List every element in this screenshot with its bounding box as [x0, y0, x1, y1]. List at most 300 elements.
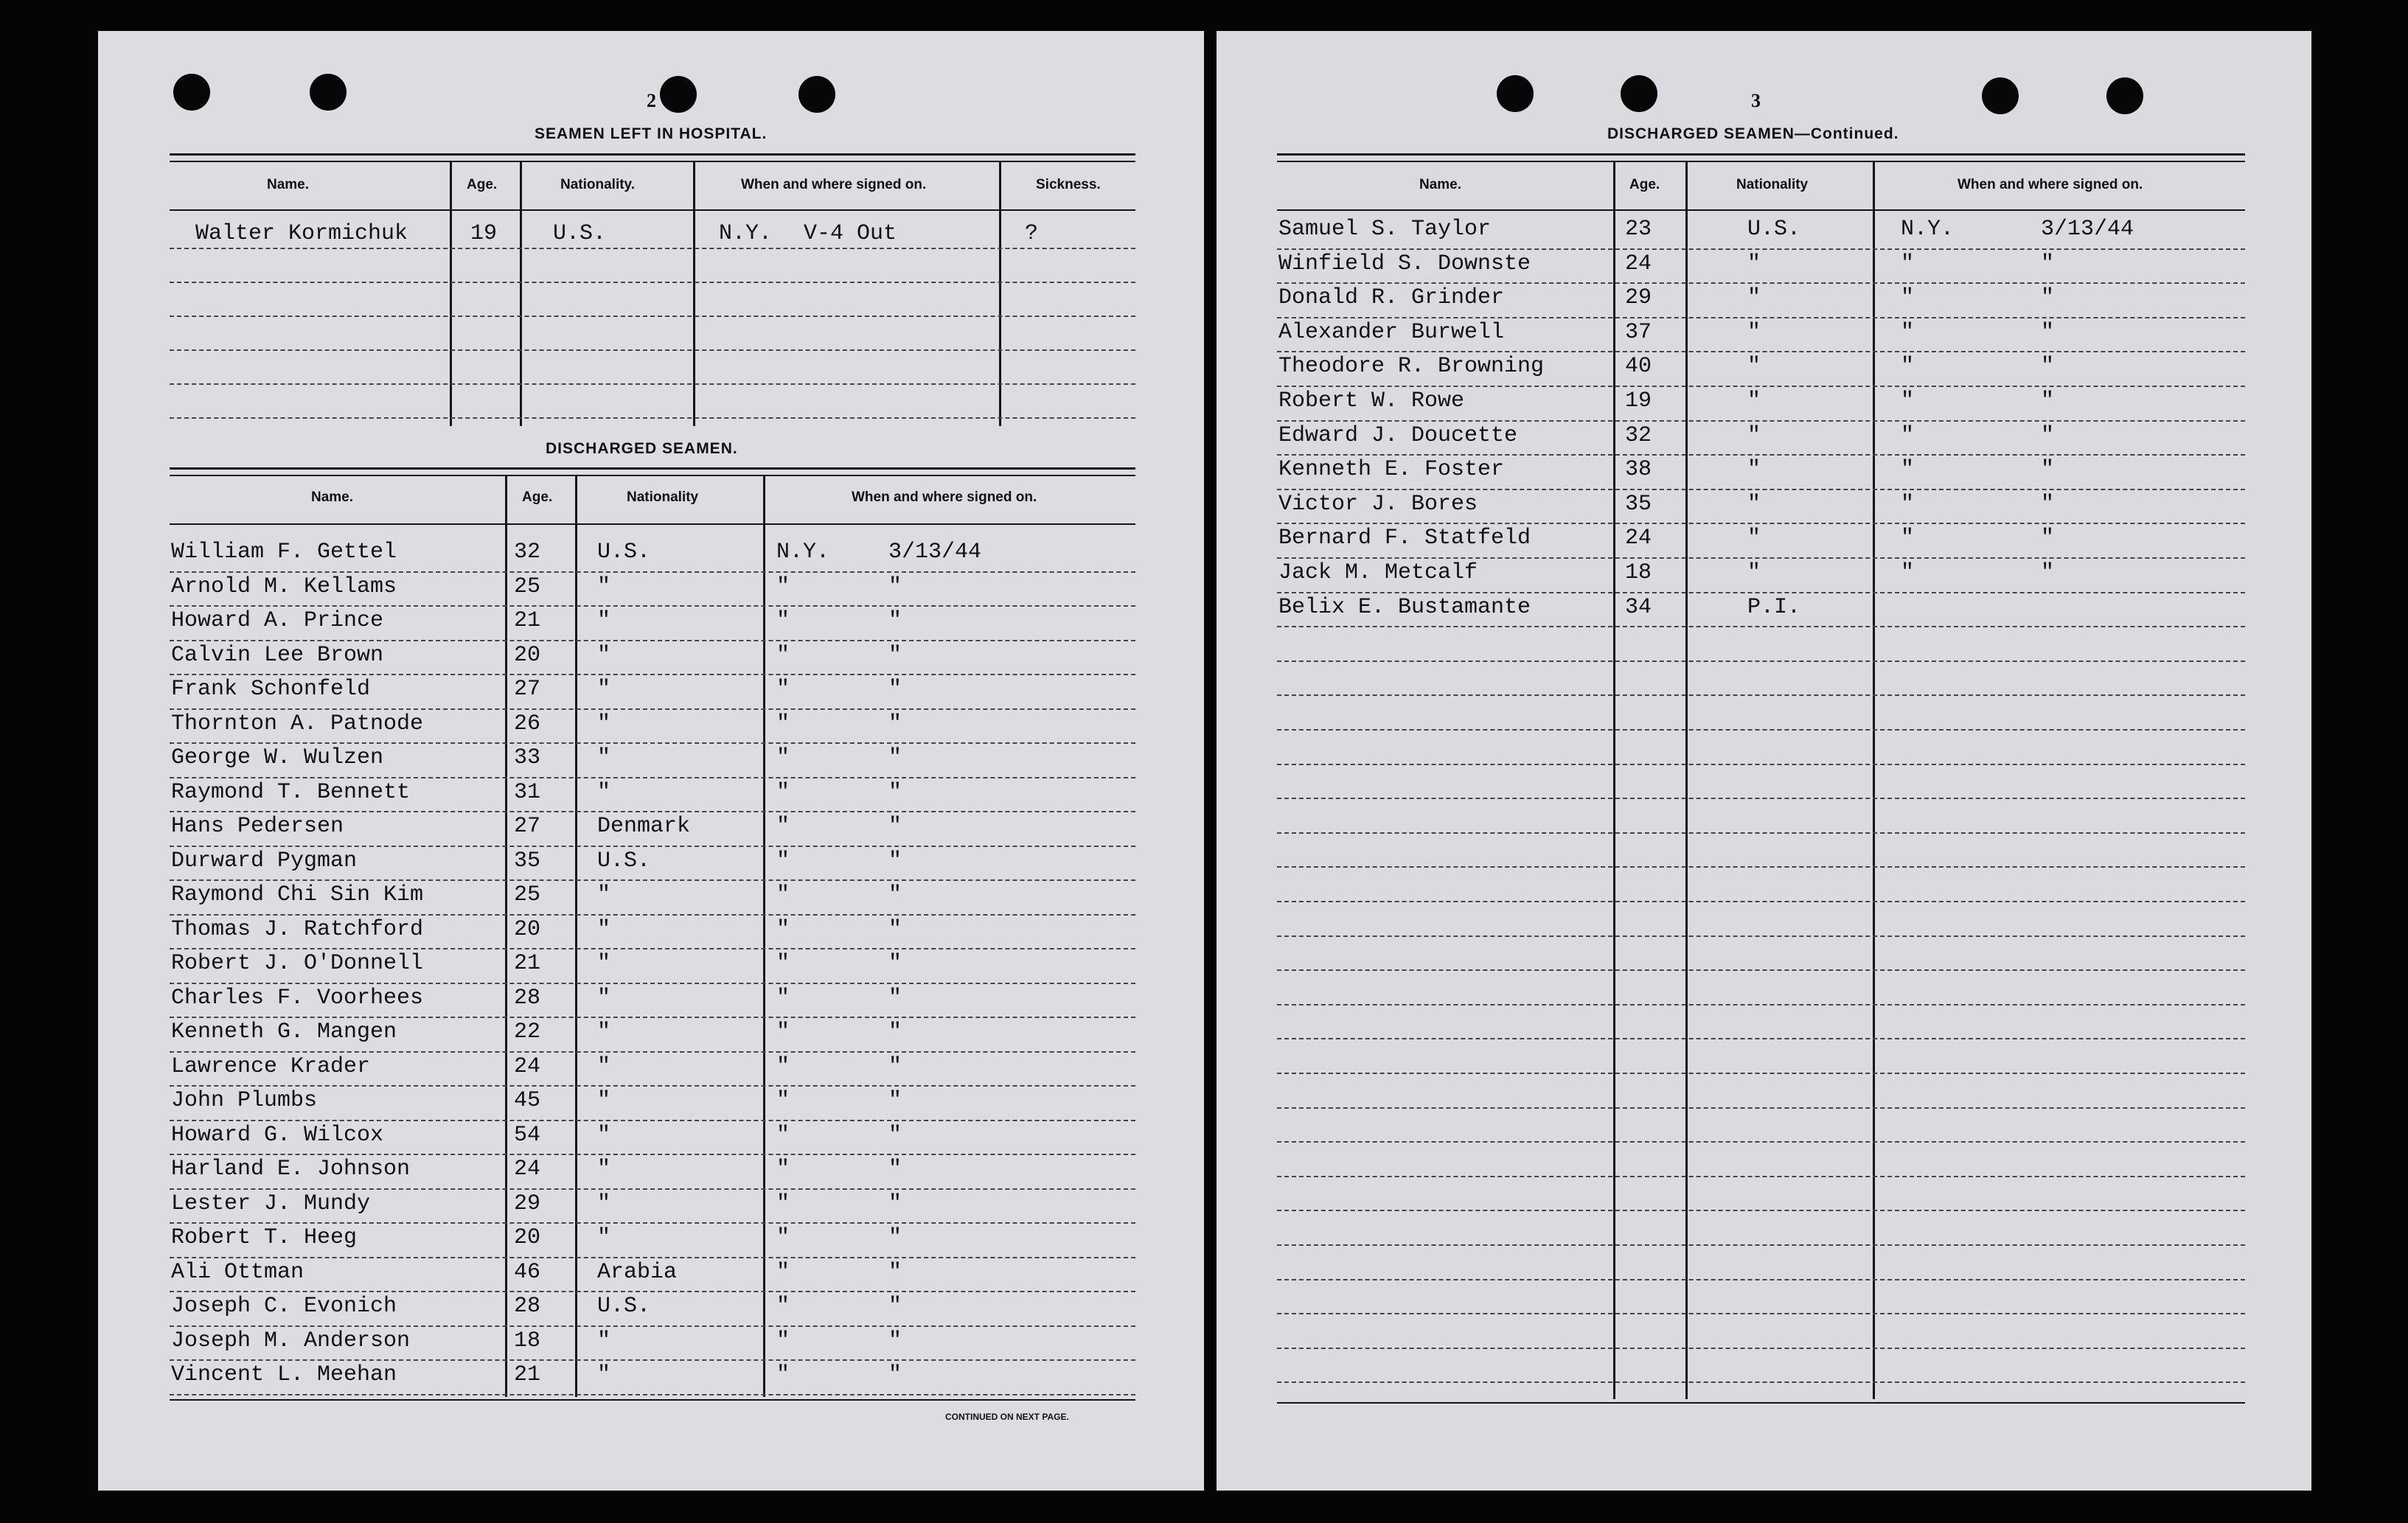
row-rule [1277, 832, 2245, 834]
table-cell-place: " [776, 882, 790, 907]
table-cell-place: " [776, 986, 790, 1011]
row-rule [170, 1291, 1135, 1292]
table-rule [170, 153, 1135, 156]
table-cell-name: Robert J. O'Donnell [171, 951, 424, 976]
column-header-nationality: Nationality [627, 489, 699, 505]
table-cell-name: Victor J. Bores [1278, 492, 1478, 517]
table-cell-nationality: " [597, 1328, 611, 1353]
table-cell-place: " [776, 1191, 790, 1216]
table-cell-place: " [776, 1362, 790, 1387]
table-cell-date: " [2041, 423, 2055, 448]
table-cell-date: " [2041, 560, 2055, 585]
table-cell-date: " [888, 848, 902, 874]
table-cell-name: Edward J. Doucette [1278, 423, 1518, 448]
table-cell-place: " [776, 814, 790, 839]
row-rule [1277, 523, 2245, 524]
table-cell-place: " [776, 1157, 790, 1182]
table-cell-date: " [2041, 320, 2055, 345]
table-cell-name: Calvin Lee Brown [171, 643, 384, 668]
table-cell-name: Jack M. Metcalf [1278, 560, 1478, 585]
table-cell-nationality: " [1747, 423, 1761, 448]
row-rule [1277, 1348, 2245, 1349]
table-cell-date: " [888, 1362, 902, 1387]
header-rule [1277, 209, 2245, 211]
table-cell-age: 18 [514, 1328, 541, 1353]
row-rule [170, 983, 1135, 984]
table-cell-nationality: " [597, 1362, 611, 1387]
table-cell-date: 3/13/44 [2041, 217, 2134, 242]
table-cell-date: " [2041, 354, 2055, 379]
table-cell-age: 21 [514, 1362, 541, 1387]
row-rule [1277, 1141, 2245, 1143]
table-cell-sickness: ? [1025, 221, 1039, 246]
column-header-age: Age. [522, 489, 553, 505]
table-cell-age: 27 [514, 814, 541, 839]
row-rule [1277, 592, 2245, 593]
row-rule [170, 674, 1135, 675]
column-header-signed-on: When and where signed on. [741, 177, 927, 192]
punch-hole [2106, 77, 2143, 114]
table-cell-place: N.Y. [1901, 217, 1955, 242]
row-rule [170, 1051, 1135, 1053]
table-cell-age: 26 [514, 711, 541, 736]
table-cell-nationality: " [1747, 526, 1761, 551]
table-cell-place: " [776, 1054, 790, 1079]
table-cell-age: 54 [514, 1123, 541, 1148]
table-cell-place: " [776, 917, 790, 942]
punch-hole [1621, 75, 1657, 112]
table-cell-place: " [776, 951, 790, 976]
table-rule [1277, 153, 2245, 156]
table-cell-place: " [776, 1260, 790, 1285]
row-rule [1277, 317, 2245, 318]
table-cell-place: " [776, 1123, 790, 1148]
table-cell-date: " [2041, 526, 2055, 551]
table-cell-place: " [1901, 285, 1915, 310]
table-cell-age: 46 [514, 1260, 541, 1285]
table-cell-name: William F. Gettel [171, 540, 397, 565]
row-rule [1277, 661, 2245, 662]
section-title: DISCHARGED SEAMEN. [546, 440, 738, 457]
column-header-signed-on: When and where signed on. [1958, 177, 2143, 192]
table-cell-age: 40 [1625, 354, 1652, 379]
table-cell-date: " [888, 882, 902, 907]
table-cell-name: John Plumbs [171, 1088, 318, 1113]
table-cell-date: " [2041, 388, 2055, 414]
table-cell-date: " [888, 608, 902, 633]
table-cell-nationality: " [597, 986, 611, 1011]
table-cell-date: V-4 Out [804, 221, 897, 246]
row-rule [1277, 729, 2245, 731]
column-header-name: Name. [1419, 177, 1462, 192]
table-cell-date: " [888, 745, 902, 770]
row-rule [1277, 282, 2245, 284]
table-cell-date: " [888, 643, 902, 668]
column-header-age: Age. [1629, 177, 1660, 192]
column-divider [520, 161, 522, 426]
table-cell-place: " [776, 780, 790, 805]
row-rule [170, 1257, 1135, 1258]
page-number: 3 [1751, 90, 1761, 111]
table-cell-place: " [776, 1020, 790, 1045]
table-cell-age: 21 [514, 951, 541, 976]
table-cell-nationality: " [597, 780, 611, 805]
row-rule [1277, 351, 2245, 352]
table-cell-age: 21 [514, 608, 541, 633]
column-header-sickness: Sickness. [1036, 177, 1101, 192]
table-cell-date: " [888, 780, 902, 805]
table-cell-age: 32 [514, 540, 541, 565]
table-cell-place: " [776, 574, 790, 599]
row-rule [170, 1154, 1135, 1155]
table-rule [1277, 161, 2245, 162]
table-rule [170, 161, 1135, 162]
table-cell-name: Howard A. Prince [171, 608, 384, 633]
table-cell-nationality: U.S. [597, 848, 651, 874]
table-cell-name: Howard G. Wilcox [171, 1123, 384, 1148]
table-cell-nationality: " [597, 1123, 611, 1148]
table-rule [170, 1399, 1135, 1401]
column-header-nationality: Nationality. [560, 177, 635, 192]
table-cell-place: " [776, 608, 790, 633]
table-cell-age: 19 [1625, 388, 1652, 414]
table-cell-date: " [888, 986, 902, 1011]
row-rule [170, 349, 1135, 351]
column-divider [693, 161, 695, 426]
row-rule [170, 1325, 1135, 1327]
table-cell-date: " [888, 1328, 902, 1353]
row-rule [1277, 1381, 2245, 1383]
table-cell-name: George W. Wulzen [171, 745, 384, 770]
row-rule [170, 948, 1135, 949]
column-divider [763, 475, 765, 1397]
table-cell-nationality: " [597, 711, 611, 736]
table-cell-name: Robert T. Heeg [171, 1225, 358, 1250]
row-rule [1277, 1107, 2245, 1109]
table-cell-date: " [888, 814, 902, 839]
table-cell-place: " [1901, 560, 1915, 585]
table-cell-age: 22 [514, 1020, 541, 1045]
table-cell-age: 24 [514, 1157, 541, 1182]
table-cell-name: Ali Ottman [171, 1260, 305, 1285]
column-divider [999, 161, 1001, 426]
row-rule [1277, 1244, 2245, 1246]
table-cell-date: " [888, 1260, 902, 1285]
row-rule [1277, 1176, 2245, 1177]
table-rule [1277, 1402, 2245, 1404]
column-divider [1873, 161, 1875, 1399]
table-cell-date: " [888, 1191, 902, 1216]
table-cell-place: " [1901, 457, 1915, 482]
row-rule [1277, 798, 2245, 799]
row-rule [1277, 694, 2245, 696]
table-cell-nationality: " [597, 608, 611, 633]
table-cell-nationality: Denmark [597, 814, 691, 839]
table-cell-name: Walter Kormichuk [195, 221, 408, 246]
table-cell-place: " [1901, 251, 1915, 276]
row-rule [170, 777, 1135, 778]
table-cell-place: " [776, 643, 790, 668]
column-header-signed-on: When and where signed on. [852, 489, 1037, 505]
table-cell-age: 37 [1625, 320, 1652, 345]
table-cell-place: " [776, 1294, 790, 1319]
row-rule [1277, 969, 2245, 971]
table-cell-nationality: " [1747, 457, 1761, 482]
table-cell-age: 33 [514, 745, 541, 770]
table-cell-name: Joseph C. Evonich [171, 1294, 397, 1319]
table-cell-name: Theodore R. Browning [1278, 354, 1545, 379]
table-cell-date: " [888, 677, 902, 702]
table-cell-nationality: " [1747, 560, 1761, 585]
header-rule [170, 209, 1135, 211]
row-rule [1277, 454, 2245, 456]
table-cell-date: " [2041, 251, 2055, 276]
table-cell-nationality: " [1747, 492, 1761, 517]
table-rule [170, 467, 1135, 470]
row-rule [170, 846, 1135, 847]
table-cell-age: 23 [1625, 217, 1652, 242]
row-rule [170, 605, 1135, 607]
table-cell-age: 35 [514, 848, 541, 874]
table-cell-date: " [888, 1294, 902, 1319]
table-cell-nationality: " [1747, 388, 1761, 414]
column-header-nationality: Nationality [1736, 177, 1809, 192]
table-rule [170, 475, 1135, 476]
row-rule [170, 282, 1135, 283]
column-header-name: Name. [311, 489, 354, 505]
table-cell-age: 24 [1625, 251, 1652, 276]
row-rule [1277, 866, 2245, 868]
table-cell-age: 20 [514, 643, 541, 668]
table-cell-date: " [888, 1020, 902, 1045]
table-cell-nationality: " [597, 951, 611, 976]
row-rule [170, 1188, 1135, 1190]
table-cell-nationality: " [597, 643, 611, 668]
table-cell-nationality: " [1747, 285, 1761, 310]
table-cell-place: " [1901, 492, 1915, 517]
table-cell-name: Lester J. Mundy [171, 1191, 371, 1216]
table-cell-place: " [1901, 526, 1915, 551]
table-cell-nationality: " [597, 1088, 611, 1113]
section-title: SEAMEN LEFT IN HOSPITAL. [535, 125, 768, 142]
table-cell-name: Joseph M. Anderson [171, 1328, 411, 1353]
table-cell-age: 31 [514, 780, 541, 805]
table-cell-age: 29 [514, 1191, 541, 1216]
table-cell-nationality: Arabia [597, 1260, 678, 1285]
table-cell-place: N.Y. [719, 221, 773, 246]
column-divider [450, 161, 452, 426]
table-cell-place: N.Y. [776, 540, 830, 565]
table-cell-age: 24 [514, 1054, 541, 1079]
row-rule [170, 1120, 1135, 1121]
row-rule [1277, 626, 2245, 627]
table-cell-name: Durward Pygman [171, 848, 358, 874]
table-cell-name: Vincent L. Meehan [171, 1362, 397, 1387]
table-cell-nationality: " [597, 745, 611, 770]
table-cell-nationality: " [597, 882, 611, 907]
row-rule [1277, 248, 2245, 250]
continued-note: CONTINUED ON NEXT PAGE. [945, 1412, 1069, 1422]
table-cell-name: Frank Schonfeld [171, 677, 371, 702]
table-cell-name: Bernard F. Statfeld [1278, 526, 1531, 551]
table-cell-name: Thornton A. Patnode [171, 711, 424, 736]
table-cell-name: Arnold M. Kellams [171, 574, 397, 599]
punch-hole [310, 74, 347, 111]
table-cell-place: " [776, 848, 790, 874]
table-cell-place: " [776, 1328, 790, 1353]
punch-hole [1982, 77, 2019, 114]
table-cell-place: " [776, 1088, 790, 1113]
table-cell-nationality: " [597, 677, 611, 702]
table-cell-place: " [776, 711, 790, 736]
row-rule [170, 1394, 1135, 1395]
table-cell-date: " [888, 1088, 902, 1113]
row-rule [170, 811, 1135, 812]
table-cell-name: Charles F. Voorhees [171, 986, 424, 1011]
table-cell-name: Raymond Chi Sin Kim [171, 882, 424, 907]
row-rule [170, 1085, 1135, 1087]
table-cell-place: " [776, 745, 790, 770]
column-divider [505, 475, 507, 1397]
table-cell-age: 35 [1625, 492, 1652, 517]
row-rule [170, 879, 1135, 881]
table-cell-nationality: U.S. [1747, 217, 1801, 242]
row-rule [1277, 1038, 2245, 1039]
table-cell-nationality: " [597, 917, 611, 942]
table-cell-place: " [1901, 354, 1915, 379]
table-cell-name: Thomas J. Ratchford [171, 917, 424, 942]
table-cell-nationality: " [597, 1225, 611, 1250]
row-rule [1277, 557, 2245, 559]
table-cell-name: Donald R. Grinder [1278, 285, 1505, 310]
table-cell-date: 3/13/44 [888, 540, 982, 565]
table-cell-name: Kenneth E. Foster [1278, 457, 1505, 482]
table-cell-nationality: " [597, 1191, 611, 1216]
table-cell-age: 25 [514, 882, 541, 907]
table-cell-name: Robert W. Rowe [1278, 388, 1465, 414]
table-cell-age: 45 [514, 1088, 541, 1113]
table-cell-date: " [888, 1123, 902, 1148]
row-rule [170, 914, 1135, 916]
table-cell-name: Harland E. Johnson [171, 1157, 411, 1182]
table-cell-age: 20 [514, 1225, 541, 1250]
table-cell-age: 29 [1625, 285, 1652, 310]
row-rule [170, 571, 1135, 573]
table-cell-date: " [888, 951, 902, 976]
row-rule [1277, 901, 2245, 902]
header-rule [170, 523, 1135, 525]
table-cell-date: " [888, 711, 902, 736]
row-rule [170, 742, 1135, 744]
table-cell-age: 25 [514, 574, 541, 599]
table-cell-nationality: " [597, 1054, 611, 1079]
punch-hole [660, 76, 697, 113]
table-cell-name: Samuel S. Taylor [1278, 217, 1492, 242]
table-cell-date: " [888, 1225, 902, 1250]
row-rule [1277, 1004, 2245, 1006]
row-rule [170, 1017, 1135, 1018]
table-cell-nationality: U.S. [597, 1294, 651, 1319]
table-cell-age: 19 [470, 221, 498, 246]
table-cell-date: " [888, 917, 902, 942]
row-rule [1277, 1073, 2245, 1074]
table-cell-nationality: P.I. [1747, 595, 1801, 620]
table-cell-name: Hans Pedersen [171, 814, 344, 839]
column-divider [1685, 161, 1688, 1399]
column-divider [575, 475, 577, 1397]
table-cell-name: Lawrence Krader [171, 1054, 371, 1079]
row-rule [1277, 420, 2245, 422]
punch-hole [1497, 75, 1534, 112]
row-rule [170, 640, 1135, 641]
table-cell-place: " [776, 1225, 790, 1250]
table-cell-nationality: " [1747, 320, 1761, 345]
row-rule [1277, 386, 2245, 387]
table-cell-date: " [888, 574, 902, 599]
row-rule [170, 248, 1135, 249]
table-cell-age: 28 [514, 1294, 541, 1319]
row-rule [170, 417, 1135, 419]
table-cell-age: 20 [514, 917, 541, 942]
page-number: 2 [647, 90, 656, 111]
table-cell-nationality: " [597, 1157, 611, 1182]
table-cell-age: 18 [1625, 560, 1652, 585]
table-cell-date: " [888, 1054, 902, 1079]
table-cell-name: Winfield S. Downste [1278, 251, 1531, 276]
row-rule [1277, 1279, 2245, 1280]
row-rule [1277, 935, 2245, 937]
table-cell-date: " [2041, 492, 2055, 517]
table-cell-date: " [888, 1157, 902, 1182]
table-cell-nationality: U.S. [553, 221, 607, 246]
punch-hole [173, 74, 210, 111]
row-rule [170, 316, 1135, 317]
table-cell-nationality: " [597, 574, 611, 599]
table-cell-age: 34 [1625, 595, 1652, 620]
table-cell-date: " [2041, 285, 2055, 310]
column-header-age: Age. [467, 177, 498, 192]
table-cell-name: Alexander Burwell [1278, 320, 1505, 345]
table-cell-name: Raymond T. Bennett [171, 780, 411, 805]
section-title: DISCHARGED SEAMEN—Continued. [1607, 125, 1899, 142]
table-cell-place: " [1901, 423, 1915, 448]
row-rule [170, 708, 1135, 710]
table-cell-place: " [1901, 388, 1915, 414]
row-rule [1277, 1210, 2245, 1211]
row-rule [170, 1359, 1135, 1361]
table-cell-place: " [776, 677, 790, 702]
row-rule [1277, 489, 2245, 490]
table-cell-nationality: U.S. [597, 540, 651, 565]
row-rule [1277, 764, 2245, 765]
table-cell-age: 28 [514, 986, 541, 1011]
table-cell-nationality: " [597, 1020, 611, 1045]
table-cell-age: 24 [1625, 526, 1652, 551]
table-cell-name: Kenneth G. Mangen [171, 1020, 397, 1045]
column-divider [1613, 161, 1615, 1399]
row-rule [170, 383, 1135, 385]
table-cell-date: " [2041, 457, 2055, 482]
table-cell-name: Belix E. Bustamante [1278, 595, 1531, 620]
table-cell-nationality: " [1747, 354, 1761, 379]
column-header-name: Name. [267, 177, 310, 192]
table-cell-nationality: " [1747, 251, 1761, 276]
right-page [1217, 31, 2311, 1491]
row-rule [1277, 1313, 2245, 1314]
table-cell-age: 38 [1625, 457, 1652, 482]
table-cell-place: " [1901, 320, 1915, 345]
row-rule [170, 1222, 1135, 1224]
